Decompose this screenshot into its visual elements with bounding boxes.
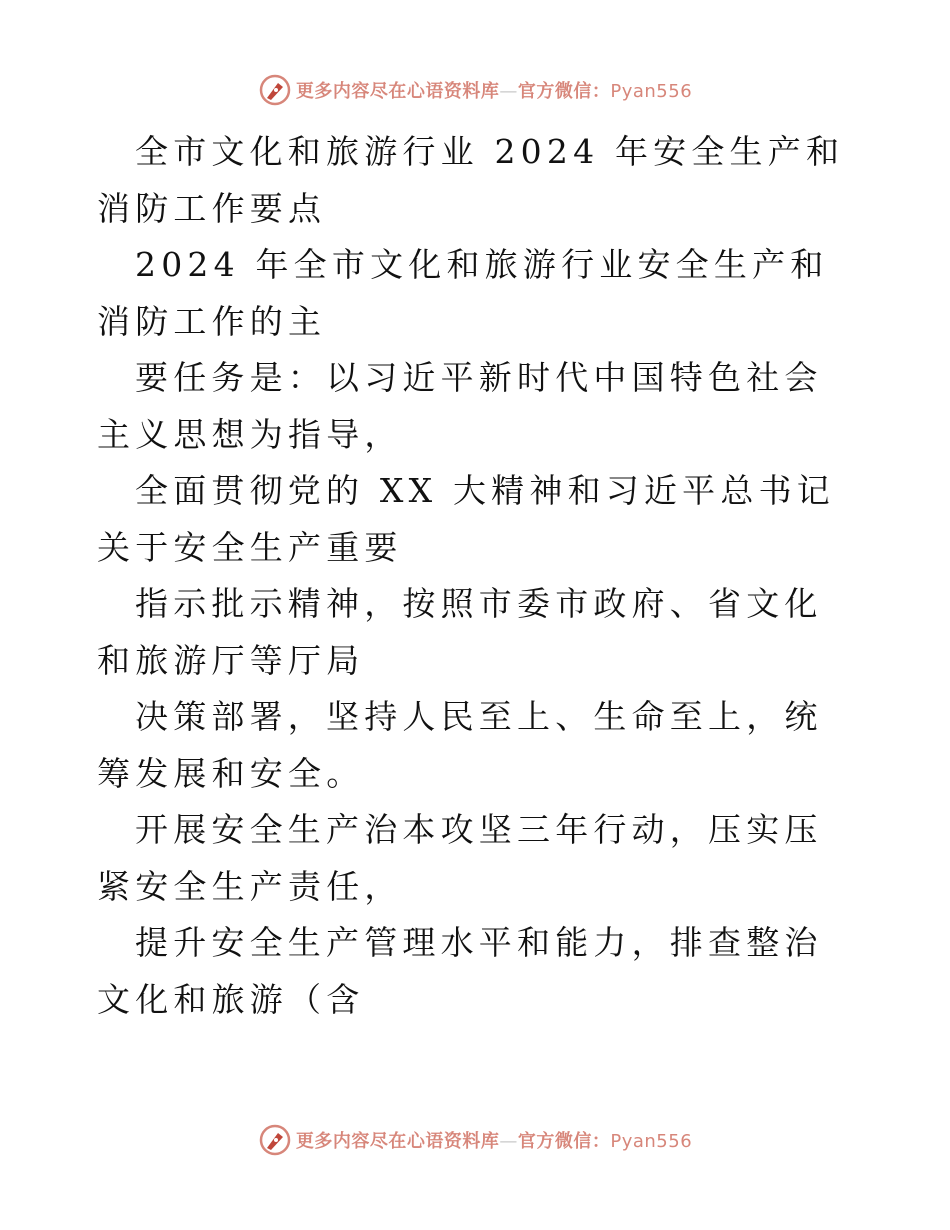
paragraph-title: 全市文化和旅游行业 2024 年安全生产和消防工作要点 bbox=[97, 132, 845, 228]
watermark-text: 更多内容尽在心语资料库—官方微信：Pyan556 bbox=[295, 1131, 693, 1152]
paragraph: 要任务是：以习近平新时代中国特色社会主义思想为指导， bbox=[97, 358, 823, 454]
paragraph: 提升安全生产管理水平和能力，排查整治文化和旅游（含 bbox=[97, 923, 823, 1019]
pen-nib-circle-icon bbox=[258, 1123, 292, 1157]
document-body bbox=[97, 124, 857, 1028]
pen-nib-circle-icon bbox=[258, 73, 292, 107]
paragraph: 开展安全生产治本攻坚三年行动，压实压紧安全生产责任， bbox=[97, 810, 823, 906]
paragraph: 指示批示精神，按照市委市政府、省文化和旅游厅等厅局 bbox=[97, 584, 823, 680]
watermark-text: 更多内容尽在心语资料库—官方微信：Pyan556 bbox=[295, 81, 693, 102]
paragraph: 全面贯彻党的 XX 大精神和习近平总书记关于安全生产重要 bbox=[97, 471, 835, 567]
paragraph: 决策部署，坚持人民至上、生命至上，统筹发展和安全。 bbox=[97, 697, 823, 793]
watermark-header bbox=[0, 70, 950, 110]
paragraph: 2024 年全市文化和旅游行业安全生产和消防工作的主 bbox=[97, 245, 829, 341]
watermark-footer bbox=[0, 1120, 950, 1160]
